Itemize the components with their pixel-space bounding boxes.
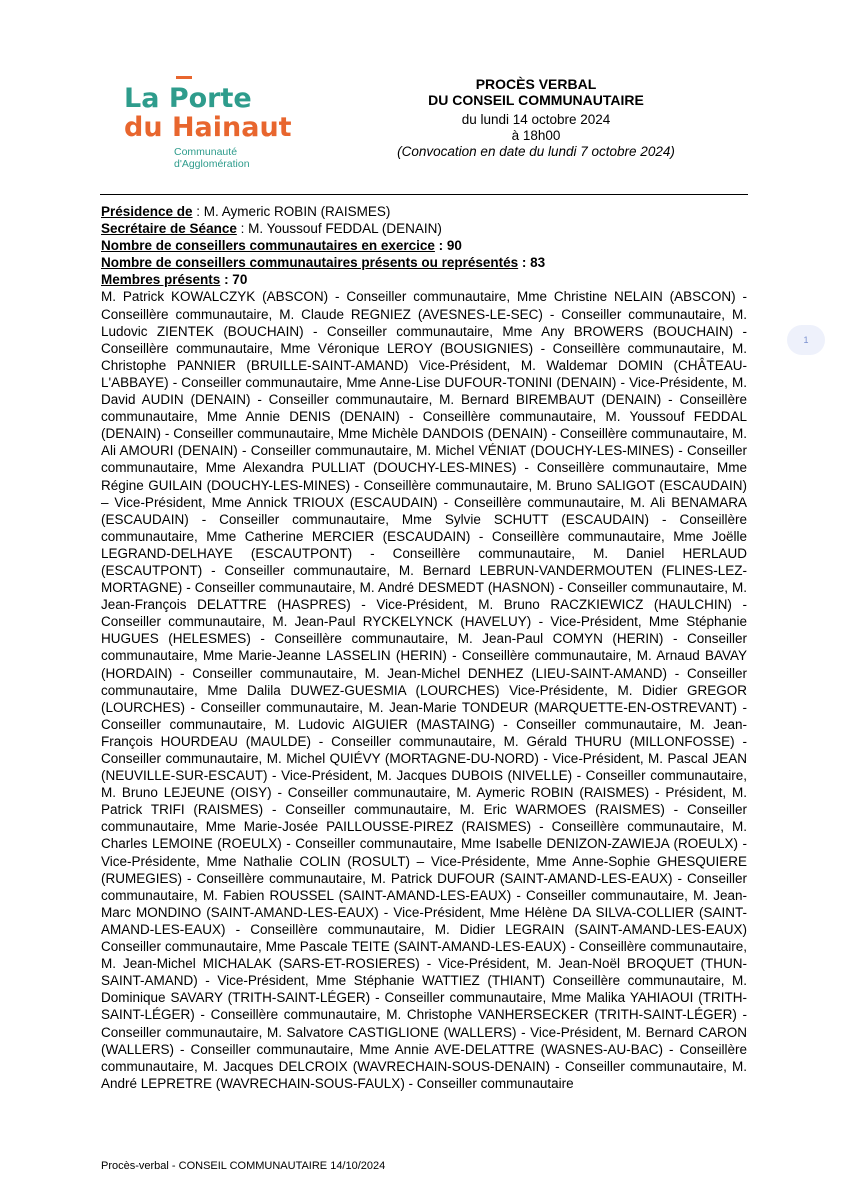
exercice-value: : 90 <box>434 238 462 254</box>
logo-line1: La Porte <box>124 83 252 114</box>
title-line2: DU CONSEIL COMMUNAUTAIRE <box>428 92 644 108</box>
presidence-label: Présidence de <box>101 204 193 219</box>
page-footer: Procès-verbal - CONSEIL COMMUNAUTAIRE 14/10/2024 <box>101 1160 386 1172</box>
logo-sub1: Communauté <box>174 146 238 158</box>
exercice-line <box>101 237 747 254</box>
logo-subtitle <box>174 146 250 170</box>
secretaire-line <box>101 220 747 237</box>
logo-line2: du Hainaut <box>124 112 292 143</box>
membres-value: : 70 <box>220 272 248 288</box>
header-divider <box>100 194 748 195</box>
logo-wordmark <box>122 76 312 146</box>
meeting-time: à 18h00 <box>511 128 561 143</box>
presents-label: Nombre de conseillers communautaires présents ou représentés <box>101 255 519 271</box>
presidence-line <box>101 203 747 220</box>
convocation-note: (Convocation en date du lundi 7 octobre 2024) <box>397 144 675 159</box>
presidence-value: : M. Aymeric ROBIN (RAISMES) <box>192 204 391 219</box>
membres-label: Membres présents <box>101 272 221 288</box>
secretaire-label: Secrétaire de Séance <box>101 221 237 237</box>
presents-value: : 83 <box>518 255 546 271</box>
page-marker: 1 <box>787 325 825 355</box>
logo-sub2: d'Agglomération <box>174 158 250 170</box>
document-header <box>385 76 687 160</box>
title-line1: PROCÈS VERBAL <box>475 76 597 92</box>
members-list: M. Patrick KOWALCZYK (ABSCON) - Conseiller communautaire, Mme Christine NELAIN (ABSCON) - Conseillère communautaire, M. Claude REGNIEZ (AVESNES-LE-SEC) - Conseiller communautaire, M. Ludovic ZIENTEK (BOUCHAIN) - Conseiller communautaire, Mme Any BROWERS (BOUCHAIN) - Conseillère communautaire, Mme Véronique LEROY (BOUSIGNIES) - Conseillère communautaire, M. Christophe PANNIER (BRUILLE-SAINT-AMAND) Vice-Président, M. Waldemar DOMIN (CHÂTEAU-L'ABBAYE) - Conseiller communautaire, Mme Anne-Lise DUFOUR-TONINI (DENAIN) - Vice-Présidente, M. David AUDIN (DENAIN) - Conseiller communautaire, M. Bernard BIREMBAUT (DENAIN) - Conseillère communautaire, Mme Annie DENIS (DENAIN) - Conseillère communautaire, M. Youssouf FEDDAL (DENAIN) - Conseiller communautaire, Mme Michèle DANDOIS (DENAIN) - Conseillère communautaire, M. Ali AMOURI (DENAIN) - Conseiller communautaire, M. Michel VÉNIAT (DOUCHY-LES-MINES) - Conseiller communautaire, Mme Alexandra PULLIAT (DOUCHY-LES-MINES) - Conseillère communautaire, Mme Régine GUILAIN (DOUCHY-LES-MINES) - Conseillère communautaire, M. Bruno SALIGOT (ESCAUDAIN) – Vice-Président, Mme Annick TRIOUX (ESCAUDAIN) - Conseillère communautaire, M. Ali BENAMARA (ESCAUDAIN) - Conseiller communautaire, Mme Sylvie SCHUTT (ESCAUDAIN) - Conseillère communautaire, Mme Catherine MERCIER (ESCAUDAIN) - Conseillère communautaire, Mme Joëlle LEGRAND-DELHAYE (ESCAUTPONT) - Conseillère communautaire, M. Daniel HERLAUD (ESCAUTPONT) - Conseiller communautaire, M. Bernard LEBRUN-VANDERMOUTEN (FLINES-LEZ-MORTAGNE) - Conseiller communautaire, M. André DESMEDT (HASNON) - Conseiller communautaire, M. Jean-François DELATTRE (HASPRES) - Vice-Président, M. Bruno RACZKIEWICZ (HAULCHIN) - Conseiller communautaire, M. Jean-Paul RYCKELYNCK (HAVELUY) - Vice-Président, Mme Stéphanie HUGUES (HELESMES) - Conseillère communautaire, M. Jean-Paul COMYN (HERIN) - Conseiller communautaire, Mme Marie-Jeanne LASSELIN (HERIN) - Conseillère communautaire, M. Arnaud BAVAY (HORDAIN) - Conseiller communautaire, M. Jean-Michel DENHEZ (LIEU-SAINT-AMAND) - Conseiller communautaire, Mme Dalila DUWEZ-GUESMIA (LOURCHES) Vice-Présidente, M. Didier GREGOR (LOURCHES) - Conseiller communautaire, M. Jean-Marie TONDEUR (MARQUETTE-EN-OSTREVANT) - Conseiller communautaire, M. Ludovic AIGUIER (MASTAING) - Conseiller communautaire, M. Jean-François HOURDEAU (MAULDE) - Conseiller communautaire, M. Gérald THURU (MILLONFOSSE) - Conseiller communautaire, M. Michel QUIÉVY (MORTAGNE-DU-NORD) - Vice-Président, M. Pascal JEAN (NEUVILLE-SUR-ESCAUT) - Vice-Président, M. Jacques DUBOIS (NIVELLE) - Conseiller communautaire, M. Bruno LEJEUNE (OISY) - Conseiller communautaire, M. Aymeric ROBIN (RAISMES) - Président, M. Patrick TRIFI (RAISMES) - Conseiller communautaire, M. Eric WARMOES (RAISMES) - Conseiller communautaire, Mme Marie-Josée PAILLOUSSE-PIREZ (RAISMES) - Conseillère communautaire, M. Charles LEMOINE (ROEULX) - Conseiller communautaire, Mme Isabelle DENIZON-ZAWIEJA (ROEULX) - Vice-Présidente, Mme Nathalie COLIN (ROSULT) – Vice-Présidente, Mme Anne-Sophie GHESQUIERE (RUMEGIES) - Conseillère communautaire, M. Patrick DUFOUR (SAINT-AMAND-LES-EAUX) - Conseiller communautaire, M. Fabien ROUSSEL (SAINT-AMAND-LES-EAUX) - Conseiller communautaire, M. Jean-Marc MONDINO (SAINT-AMAND-LES-EAUX) - Vice-Président, Mme Hélène DA SILVA-COLLIER (SAINT-AMAND-LES-EAUX) - Conseillère communautaire, M. Didier LEGRAIN (SAINT-AMAND-LES-EAUX) Conseiller communautaire, Mme Pascale TEITE (SAINT-AMAND-LES-EAUX) - Conseillère communautaire, M. Jean-Michel MICHALAK (SARS-ET-ROSIERES) - Vice-Président, M. Jean-Noël BROQUET (THUN-SAINT-AMAND) - Vice-Président, Mme Stéphanie WATTIEZ (THIANT) Conseillère communautaire, M. Dominique SAVARY (TRITH-SAINT-LÉGER) - Conseiller communautaire, Mme Malika YAHIAOUI (TRITH-SAINT-LÉGER) - Conseillère communautaire, M. Christophe VANHERSECKER (TRITH-SAINT-LÉGER) - Conseiller communautaire, M. Salvatore CASTIGLIONE (WALLERS) - Vice-Président, M. Bernard CARON (WALLERS) - Conseiller communautaire, Mme Annie AVE-DELATTRE (WASNES-AU-BAC) - Conseillère communautaire, M. Jacques DELCROIX (WAVRECHAIN-SOUS-DENAIN) - Conseiller communautaire, M. André LEPRETRE (WAVRECHAIN-SOUS-FAULX) - Conseiller communautaire <box>101 289 747 1091</box>
presents-line <box>101 254 747 271</box>
logo-accent <box>176 76 192 79</box>
document-body <box>101 203 747 1092</box>
secretaire-value: : M. Youssouf FEDDAL (DENAIN) <box>236 221 442 237</box>
exercice-label: Nombre de conseillers communautaires en exercice <box>101 238 435 254</box>
membres-line <box>101 271 747 288</box>
meeting-date: du lundi 14 octobre 2024 <box>461 112 611 127</box>
logo <box>122 76 312 176</box>
